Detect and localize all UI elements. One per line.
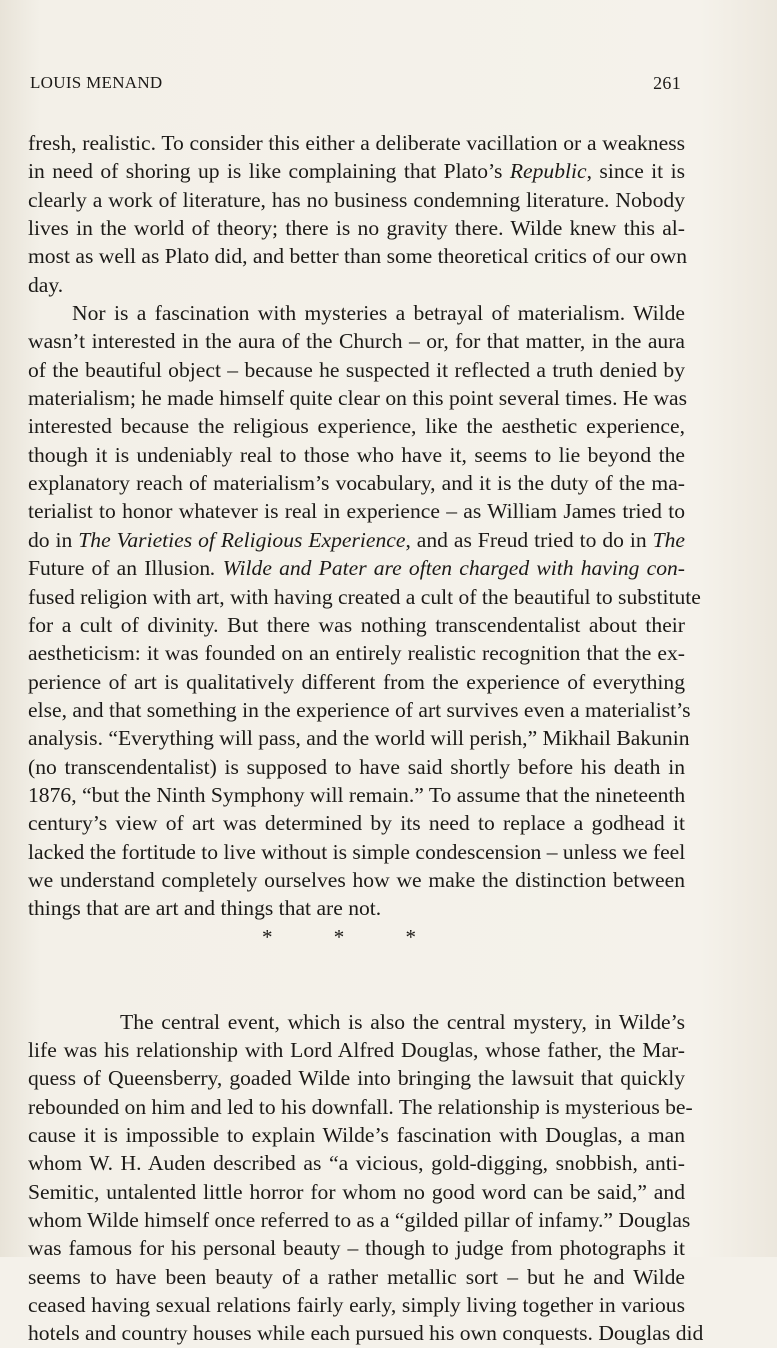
paragraph-1: [28, 129, 688, 299]
text-line: in need of shoring up is like complaining that Plato’s Republic, since it is: [28, 159, 685, 184]
text-line: though it is undeniably real to those who have it, seems to lie beyond the: [28, 442, 685, 467]
paragraph-3: [28, 1008, 704, 1348]
text-line: we understand completely ourselves how we make the distinction between: [28, 867, 685, 892]
asterisk-2: *: [333, 924, 345, 949]
asterisk-1: *: [262, 924, 273, 949]
text-line: perience of art is qualitatively different from the experience of everything: [28, 669, 685, 694]
text-line: day.: [28, 272, 64, 297]
text-line: of the beautiful object – because he suspected it reflected a truth denied by: [28, 357, 685, 382]
text-line: Future of an Illusion. Wilde and Pater are often charged with having con-: [28, 556, 685, 581]
text-line: else, and that something in the experience of art survives even a materialist’s: [28, 697, 691, 722]
text-line: (no transcendentalist) is supposed to have said shortly before his death in: [28, 754, 685, 779]
page-number: 261: [653, 73, 681, 93]
text-line: lacked the fortitude to live without is simple condescension – unless we feel: [28, 839, 686, 864]
running-head-author: LOUIS MENAND: [30, 73, 163, 92]
text-line: The central event, which is also the central mystery, in Wilde’s: [120, 1009, 685, 1034]
text-line: things that are art and things that are not.: [28, 896, 382, 921]
text-line: whom Wilde himself once referred to as a “gilded pillar of infamy.” Douglas: [28, 1208, 691, 1233]
text-line: cause it is impossible to explain Wilde’s fascination with Douglas, a man: [28, 1123, 685, 1148]
body-text: [28, 129, 704, 1348]
text-line: rebounded on him and led to his downfall. The relationship is mysterious be-: [28, 1094, 693, 1119]
text-line: hotels and country houses while each pursued his own conquests. Douglas did: [28, 1321, 704, 1346]
text-line: fresh, realistic. To consider this either a deliberate vacillation or a weakness: [28, 131, 685, 155]
running-head: [30, 73, 681, 97]
text-line: interested because the religious experience, like the aesthetic experience,: [28, 414, 685, 439]
text-line: explanatory reach of materialism’s vocabulary, and it is the duty of the ma-: [28, 471, 685, 496]
text-line: quess of Queensberry, goaded Wilde into bringing the lawsuit that quickly: [28, 1066, 685, 1091]
text-line: fused religion with art, with having created a cult of the beautiful to substitute: [28, 584, 701, 609]
section-gap: [28, 951, 685, 1008]
text-line: terialist to honor whatever is real in experience – as William James tried to: [28, 499, 685, 524]
text-line: lives in the world of theory; there is no gravity there. Wilde knew this al-: [28, 216, 685, 241]
text-line: Semitic, untalented little horror for whom no good word can be said,” and: [28, 1179, 685, 1204]
text-line: ceased having sexual relations fairly early, simply living together in various: [28, 1293, 685, 1318]
text-line: most as well as Plato did, and better than some theoretical critics of our own: [28, 244, 688, 269]
text-line: for a cult of divinity. But there was nothing transcendentalist about their: [28, 612, 685, 637]
paragraph-2: [28, 299, 701, 923]
text-line: do in The Varieties of Religious Experience, and as Freud tried to do in The: [28, 527, 686, 552]
text-line: materialism; he made himself quite clear on this point several times. He was: [28, 386, 688, 411]
text-line: whom W. H. Auden described as “a vicious, gold-digging, snobbish, anti-: [28, 1151, 685, 1176]
text-line: life was his relationship with Lord Alfred Douglas, whose father, the Mar-: [28, 1038, 685, 1062]
text-line: seems to have been beauty of a rather metallic sort – but he and Wilde: [28, 1264, 685, 1289]
text-line: analysis. “Everything will pass, and the world will perish,” Mikhail Bakunin: [28, 726, 690, 751]
section-break: [28, 923, 685, 951]
text-line: clearly a work of literature, has no business condemning literature. Nobody: [28, 187, 685, 212]
asterisk-3: *: [405, 924, 416, 949]
text-line: was famous for his personal beauty – though to judge from photographs it: [28, 1236, 685, 1261]
text-line: aestheticism: it was founded on an entirely realistic recognition that the ex-: [28, 641, 685, 666]
text-line: century’s view of art was determined by its need to replace a godhead it: [28, 811, 685, 836]
text-line: 1876, “but the Ninth Symphony will remain.” To assume that the nineteenth: [28, 782, 686, 807]
text-line: Nor is a fascination with mysteries a betrayal of materialism. Wilde: [72, 301, 685, 326]
text-line: wasn’t interested in the aura of the Church – or, for that matter, in the aura: [28, 329, 685, 354]
